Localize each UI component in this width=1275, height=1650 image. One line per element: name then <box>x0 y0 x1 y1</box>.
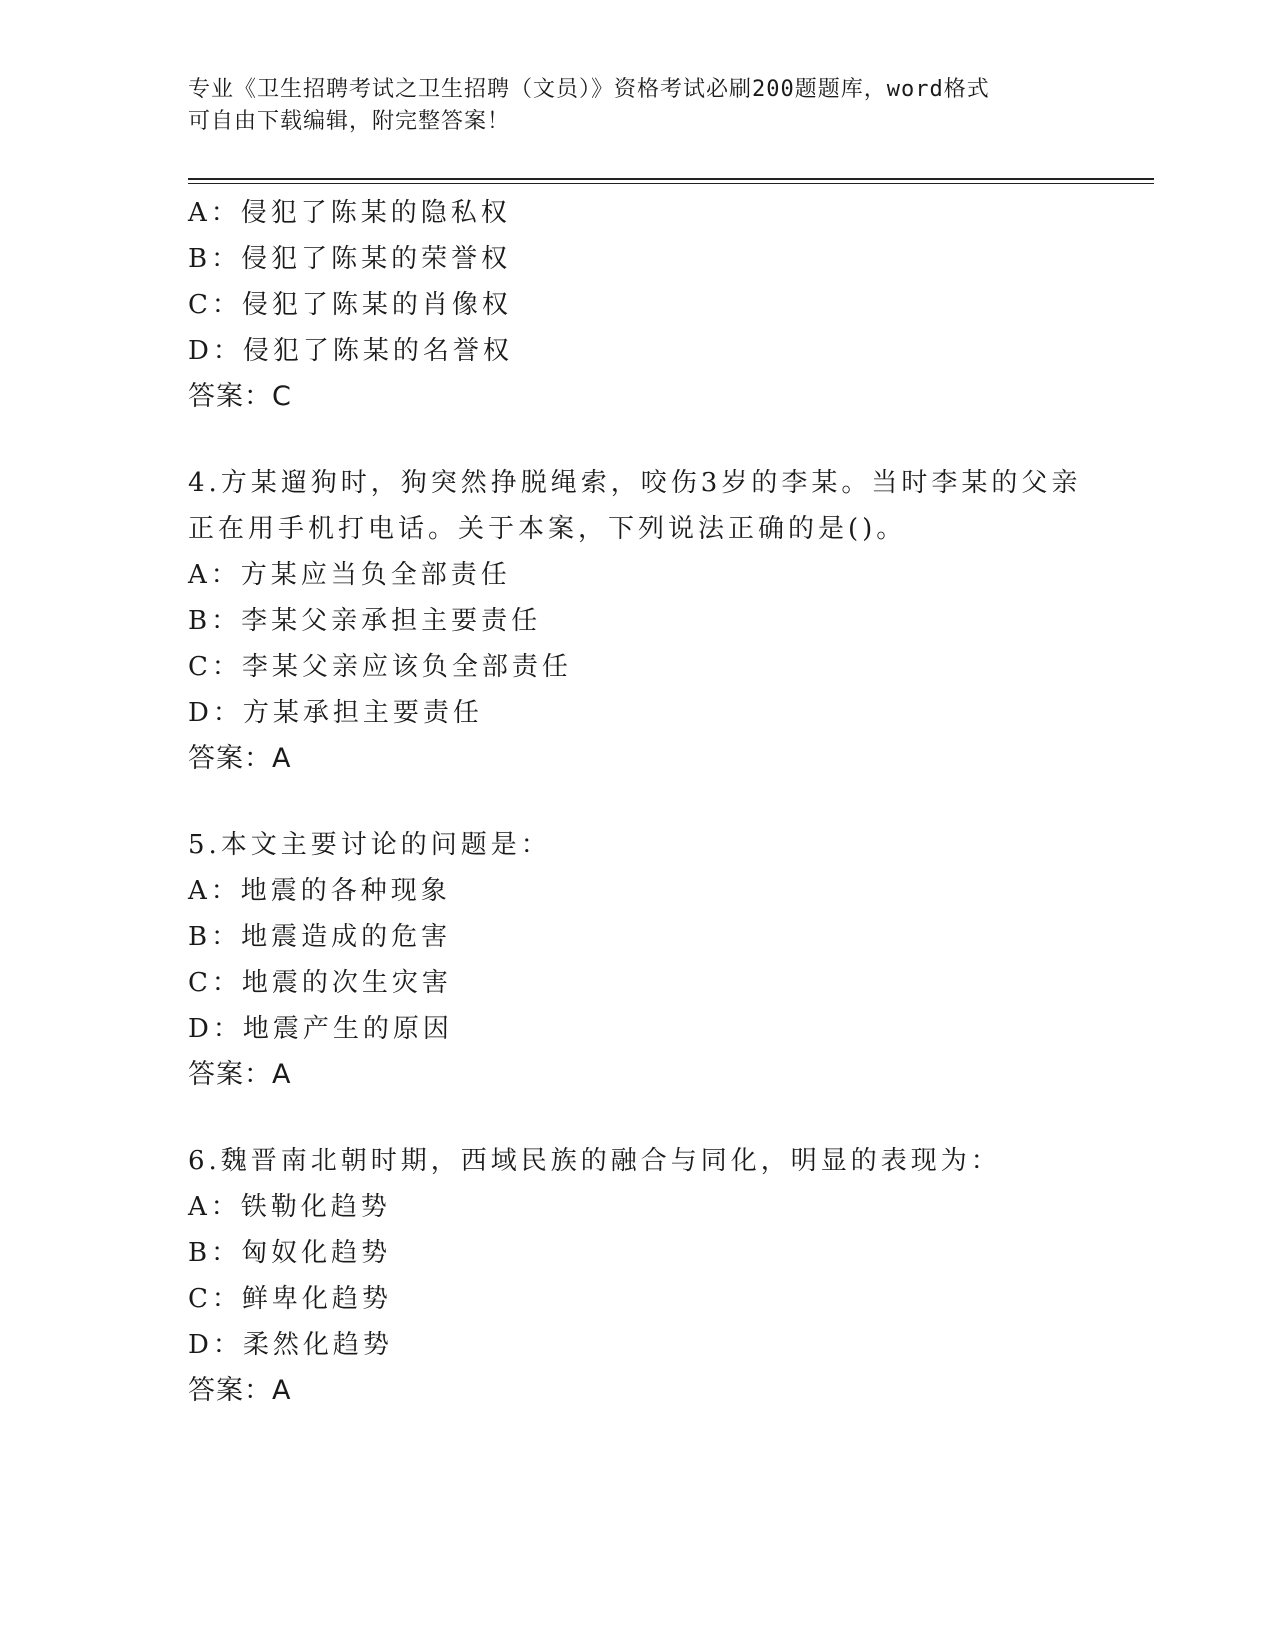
question-text-line-1: 6.魏晋南北朝时期，西域民族的融合与同化，明显的表现为： <box>188 1146 1001 1176</box>
question-text-line-1: 5.本文主要讨论的问题是： <box>188 830 551 860</box>
header-line-1: 专业《卫生招聘考试之卫生招聘（文员）》资格考试必刷200题题库，word格式 <box>188 77 990 102</box>
spacer <box>188 420 1088 460</box>
option-d: D：地震产生的原因 <box>188 1014 453 1044</box>
option-a: A：侵犯了陈某的隐私权 <box>188 198 511 228</box>
header-divider-thick <box>188 178 1154 180</box>
option-c: C：地震的次生灾害 <box>188 968 452 998</box>
option-d: D：柔然化趋势 <box>188 1330 393 1360</box>
question-text-line-2: 正在用手机打电话。关于本案，下列说法正确的是()。 <box>188 514 907 544</box>
option-a: A：铁勒化趋势 <box>188 1192 391 1222</box>
option-b: B：匈奴化趋势 <box>188 1238 392 1268</box>
header-line-2: 可自由下载编辑，附完整答案！ <box>188 109 511 134</box>
document-header <box>188 74 1088 138</box>
question-text-line-1: 4.方某遛狗时，狗突然挣脱绳索，咬伤3岁的李某。当时李某的父亲 <box>188 468 1082 498</box>
header-divider-thin <box>188 183 1154 184</box>
answer: 答案：A <box>188 743 292 774</box>
option-c: C：侵犯了陈某的肖像权 <box>188 290 512 320</box>
answer: 答案：A <box>188 1375 292 1406</box>
question-list <box>188 190 1088 1414</box>
option-c: C：鲜卑化趋势 <box>188 1284 392 1314</box>
question-3 <box>188 190 1088 420</box>
option-b: B：地震造成的危害 <box>188 922 452 952</box>
option-b: B：李某父亲承担主要责任 <box>188 606 542 636</box>
option-b: B：侵犯了陈某的荣誉权 <box>188 244 512 274</box>
option-d: D：方某承担主要责任 <box>188 698 483 728</box>
answer: 答案：A <box>188 1059 292 1090</box>
option-d: D：侵犯了陈某的名誉权 <box>188 336 513 366</box>
option-a: A：地震的各种现象 <box>188 876 451 906</box>
spacer <box>188 782 1088 822</box>
option-a: A：方某应当负全部责任 <box>188 560 511 590</box>
question-4 <box>188 460 1088 782</box>
question-5 <box>188 822 1088 1098</box>
question-6 <box>188 1138 1088 1414</box>
answer: 答案：C <box>188 381 292 412</box>
option-c: C：李某父亲应该负全部责任 <box>188 652 572 682</box>
spacer <box>188 1098 1088 1138</box>
